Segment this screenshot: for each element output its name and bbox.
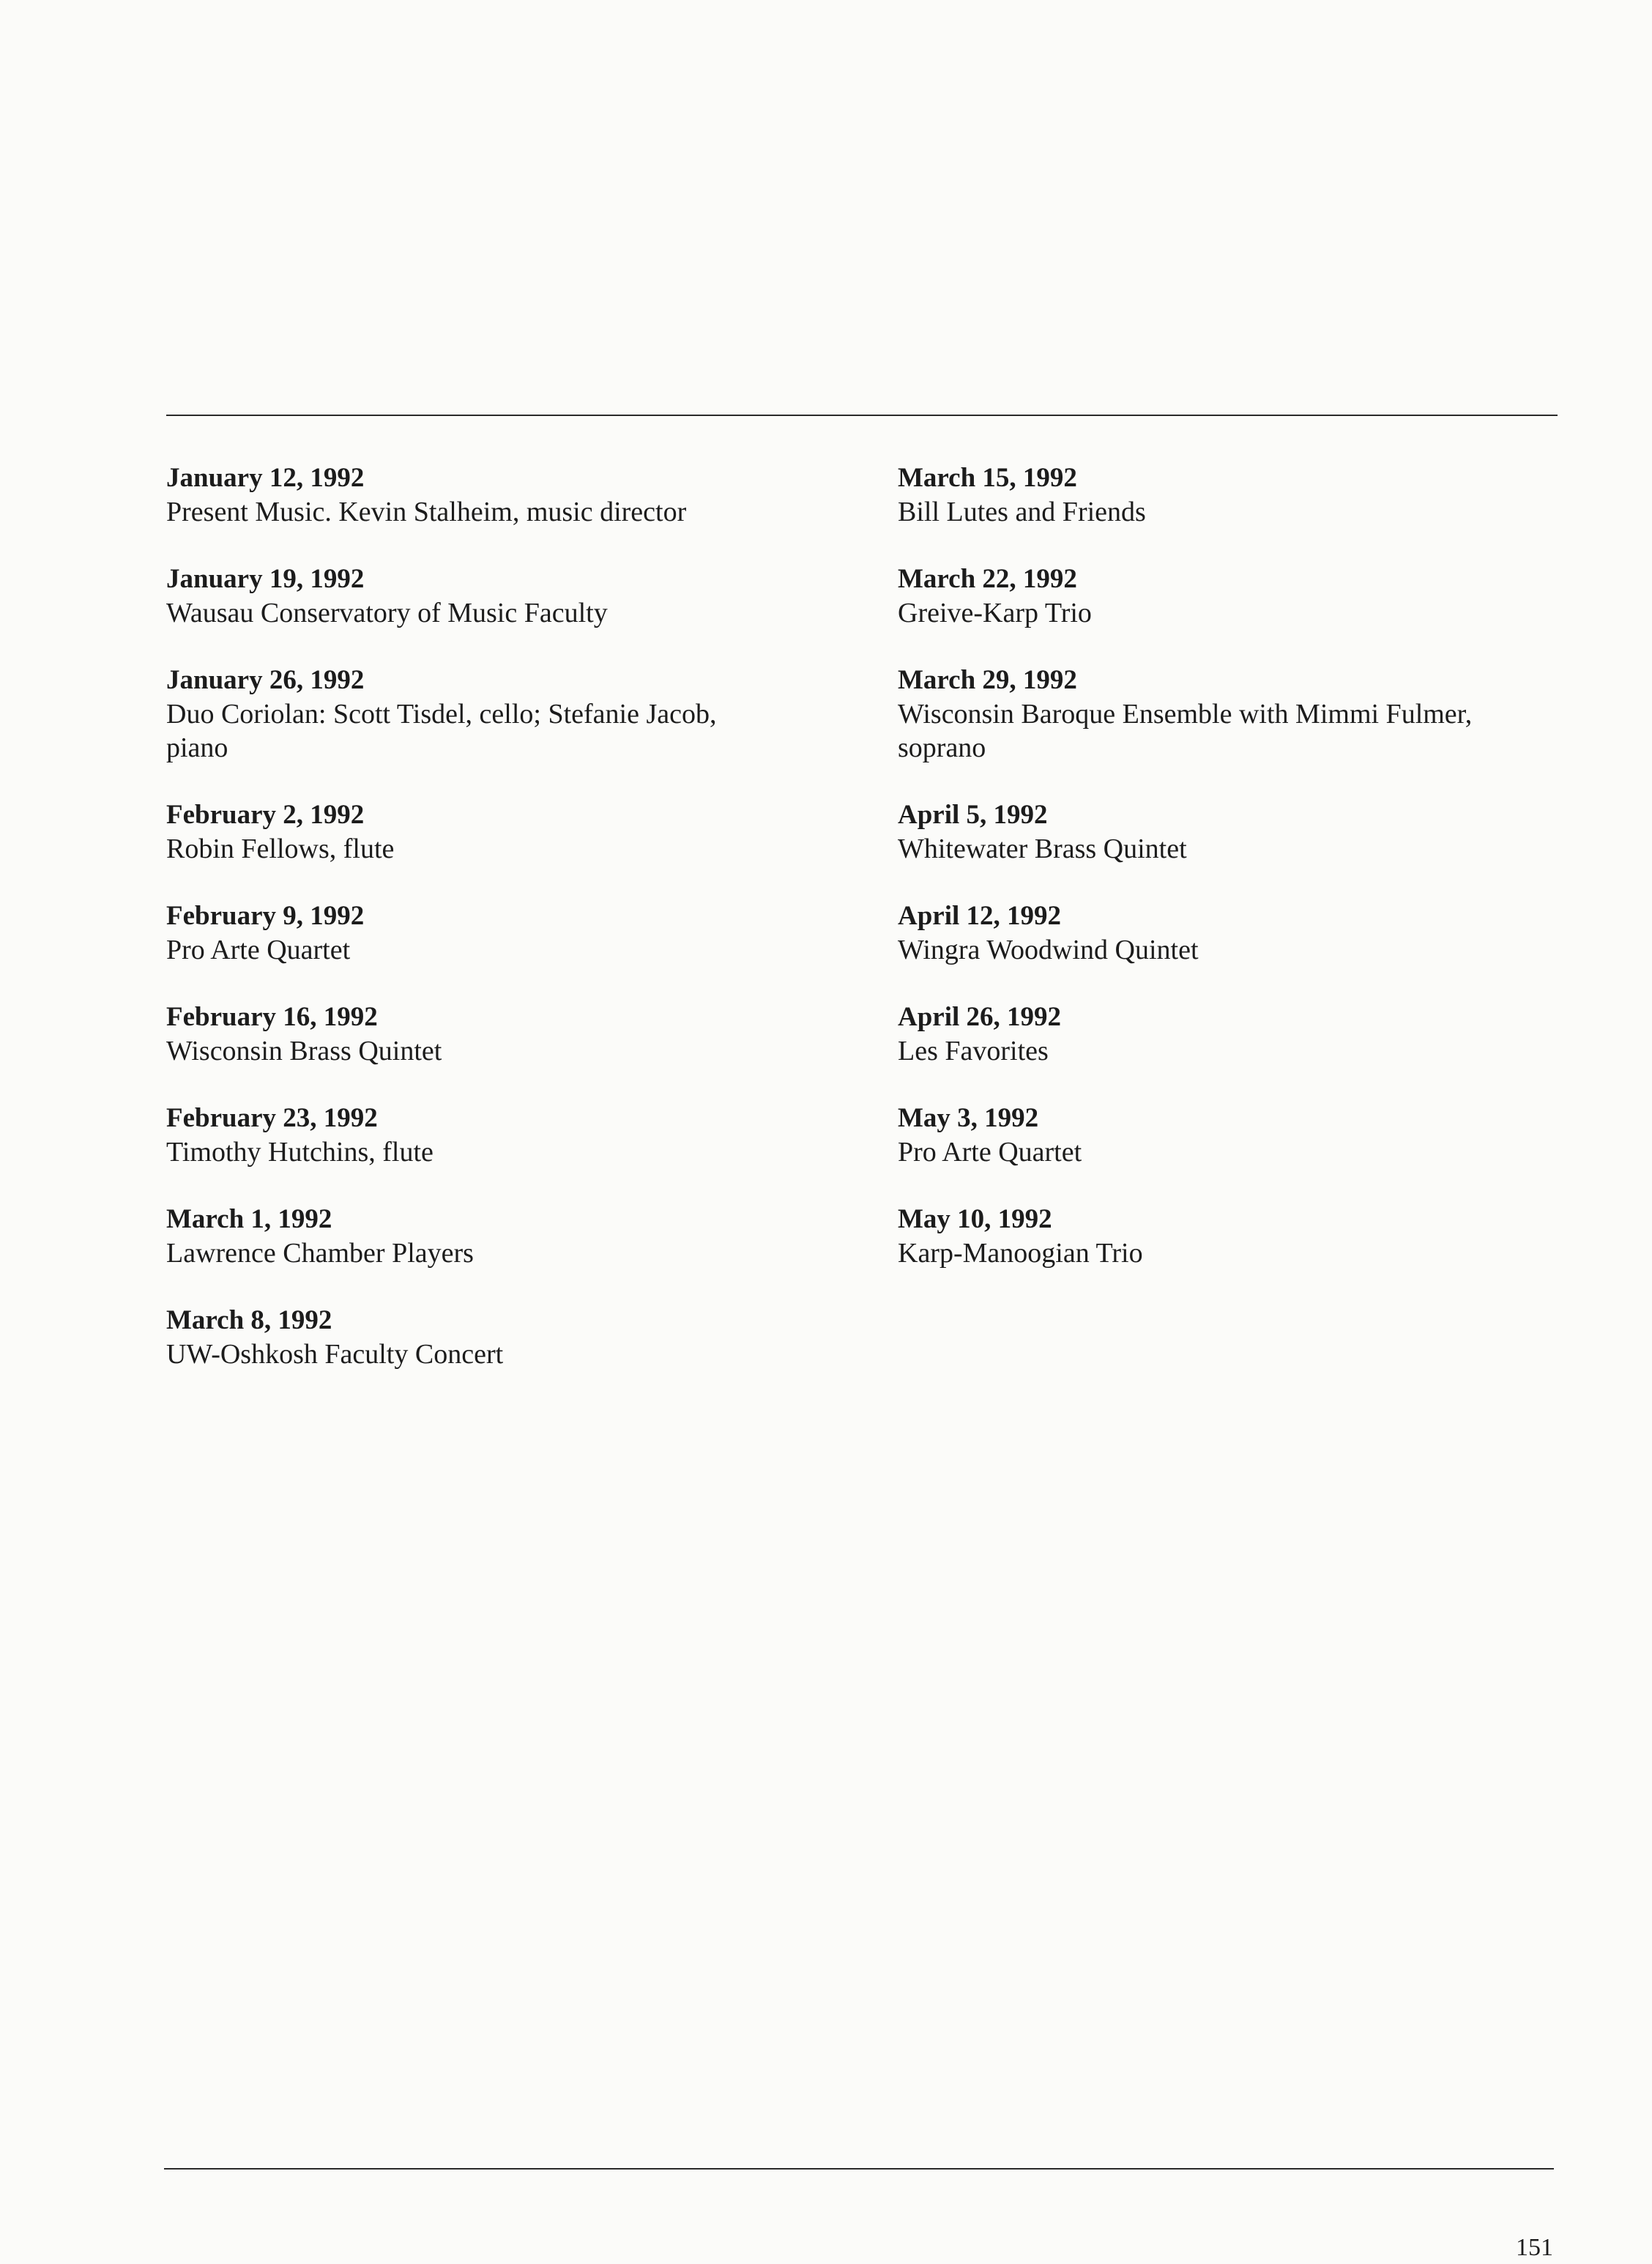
concert-date: April 5, 1992	[898, 800, 1048, 830]
concert-performers: Wingra Woodwind Quintet	[898, 935, 1199, 965]
concert-date: February 2, 1992	[166, 800, 365, 830]
concert-entry	[166, 664, 825, 765]
concert-date: May 10, 1992	[898, 1204, 1052, 1234]
concert-date: April 12, 1992	[898, 901, 1062, 931]
concert-performers: Wisconsin Baroque Ensemble with Mimmi Fulmer,	[898, 699, 1473, 730]
concert-performers: Present Music. Kevin Stalheim, music director	[166, 497, 687, 527]
concert-date: March 22, 1992	[898, 564, 1077, 594]
right-column	[898, 461, 1557, 1304]
concert-performers: Les Favorites	[898, 1036, 1049, 1066]
concert-performers-continued: piano	[166, 732, 228, 763]
top-divider	[166, 415, 1558, 416]
concert-performers: UW-Oshkosh Faculty Concert	[166, 1339, 504, 1370]
concert-entry	[166, 563, 825, 630]
concert-performers: Greive-Karp Trio	[898, 598, 1092, 628]
concert-performers-continued: soprano	[898, 732, 986, 763]
concert-entry	[898, 461, 1557, 529]
concert-performers: Pro Arte Quartet	[898, 1137, 1082, 1168]
concert-date: March 29, 1992	[898, 665, 1077, 695]
concert-entry	[166, 461, 825, 529]
concert-entry	[166, 1203, 825, 1270]
left-column	[166, 461, 825, 1405]
concert-date: March 8, 1992	[166, 1305, 332, 1335]
concert-date: January 12, 1992	[166, 463, 365, 493]
concert-performers: Timothy Hutchins, flute	[166, 1137, 434, 1168]
concert-date: March 1, 1992	[166, 1204, 332, 1234]
concert-performers: Lawrence Chamber Players	[166, 1238, 474, 1269]
bottom-divider	[164, 2168, 1554, 2170]
concert-performers: Whitewater Brass Quintet	[898, 834, 1187, 864]
concert-entry	[166, 899, 825, 967]
concert-date: January 19, 1992	[166, 564, 365, 594]
concert-entry	[898, 1102, 1557, 1169]
concert-date: February 16, 1992	[166, 1002, 378, 1032]
concert-date: May 3, 1992	[898, 1103, 1039, 1133]
concert-performers: Karp-Manoogian Trio	[898, 1238, 1143, 1269]
concert-entry	[166, 1001, 825, 1068]
concert-performers: Duo Coriolan: Scott Tisdel, cello; Stefanie Jacob,	[166, 699, 717, 730]
concert-date: January 26, 1992	[166, 665, 365, 695]
concert-entry	[166, 798, 825, 866]
concert-performers: Wausau Conservatory of Music Faculty	[166, 598, 608, 628]
concert-performers: Pro Arte Quartet	[166, 935, 351, 965]
concert-entry	[898, 798, 1557, 866]
page-number: 151	[1516, 2234, 1553, 2261]
concert-performers: Wisconsin Brass Quintet	[166, 1036, 442, 1066]
concert-entry	[166, 1102, 825, 1169]
concert-entry	[898, 899, 1557, 967]
concert-date: April 26, 1992	[898, 1002, 1062, 1032]
concert-entry	[166, 1304, 825, 1371]
concert-entry	[898, 1203, 1557, 1270]
concert-entry	[898, 664, 1557, 765]
concert-entry	[898, 1001, 1557, 1068]
concert-entry	[898, 563, 1557, 630]
concert-performers: Robin Fellows, flute	[166, 834, 395, 864]
concert-performers: Bill Lutes and Friends	[898, 497, 1146, 527]
concert-date: March 15, 1992	[898, 463, 1077, 493]
concert-date: February 9, 1992	[166, 901, 365, 931]
concert-date: February 23, 1992	[166, 1103, 378, 1133]
